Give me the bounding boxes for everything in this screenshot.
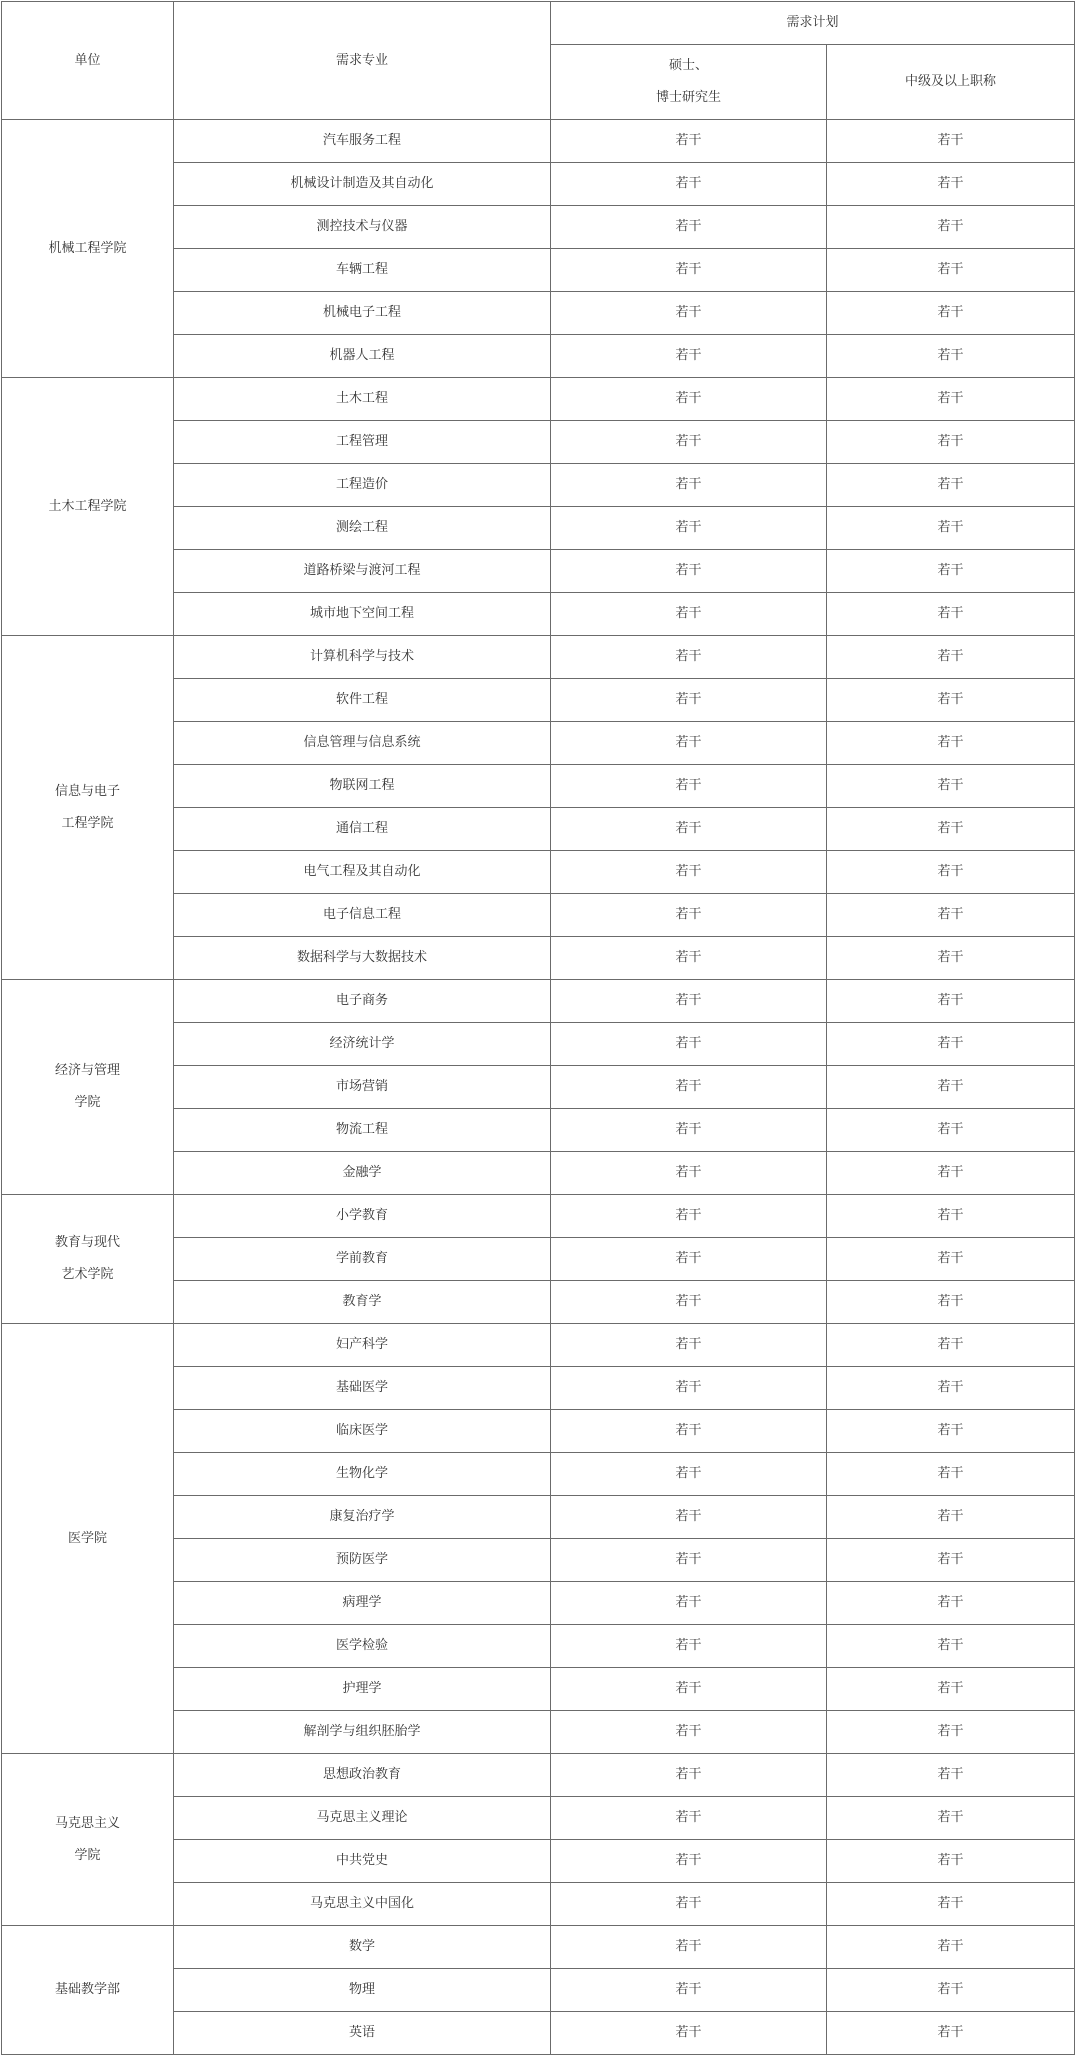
masters-phd-cell: 若干: [551, 722, 827, 765]
masters-phd-cell: 若干: [551, 593, 827, 636]
major-cell: 软件工程: [174, 679, 551, 722]
masters-phd-cell: 若干: [551, 378, 827, 421]
major-cell: 计算机科学与技术: [174, 636, 551, 679]
mid-title-cell: 若干: [827, 636, 1075, 679]
masters-phd-cell: 若干: [551, 851, 827, 894]
table-body: [2, 120, 1075, 2055]
mid-title-cell: 若干: [827, 464, 1075, 507]
major-cell: 电气工程及其自动化: [174, 851, 551, 894]
major-cell: 教育学: [174, 1281, 551, 1324]
masters-phd-cell: 若干: [551, 1496, 827, 1539]
unit-cell: 经济与管理 学院: [2, 980, 174, 1195]
masters-phd-cell: 若干: [551, 292, 827, 335]
masters-phd-cell: 若干: [551, 1238, 827, 1281]
mid-title-cell: 若干: [827, 679, 1075, 722]
mid-title-cell: 若干: [827, 722, 1075, 765]
mid-title-cell: 若干: [827, 1410, 1075, 1453]
major-cell: 工程造价: [174, 464, 551, 507]
major-cell: 汽车服务工程: [174, 120, 551, 163]
major-cell: 道路桥梁与渡河工程: [174, 550, 551, 593]
unit-cell: 医学院: [2, 1324, 174, 1754]
mid-title-cell: 若干: [827, 1109, 1075, 1152]
masters-phd-cell: 若干: [551, 206, 827, 249]
masters-phd-cell: 若干: [551, 765, 827, 808]
mid-title-cell: 若干: [827, 249, 1075, 292]
mid-title-cell: 若干: [827, 1582, 1075, 1625]
header-unit: 单位: [2, 2, 174, 120]
mid-title-cell: 若干: [827, 1668, 1075, 1711]
masters-phd-cell: 若干: [551, 1883, 827, 1926]
masters-phd-cell: 若干: [551, 1195, 827, 1238]
major-cell: 预防医学: [174, 1539, 551, 1582]
masters-phd-cell: 若干: [551, 1754, 827, 1797]
masters-phd-cell: 若干: [551, 163, 827, 206]
mid-title-cell: 若干: [827, 593, 1075, 636]
masters-phd-cell: 若干: [551, 980, 827, 1023]
mid-title-cell: 若干: [827, 851, 1075, 894]
major-cell: 临床医学: [174, 1410, 551, 1453]
masters-phd-cell: 若干: [551, 1582, 827, 1625]
mid-title-cell: 若干: [827, 1367, 1075, 1410]
major-cell: 物理: [174, 1969, 551, 2012]
masters-phd-cell: 若干: [551, 1324, 827, 1367]
unit-cell: 机械工程学院: [2, 120, 174, 378]
mid-title-cell: 若干: [827, 1883, 1075, 1926]
masters-phd-cell: 若干: [551, 1109, 827, 1152]
masters-phd-cell: 若干: [551, 1410, 827, 1453]
masters-phd-cell: 若干: [551, 1281, 827, 1324]
masters-phd-cell: 若干: [551, 808, 827, 851]
table-row: [2, 1324, 1075, 1367]
masters-phd-cell: 若干: [551, 2012, 827, 2055]
masters-phd-cell: 若干: [551, 1926, 827, 1969]
masters-phd-cell: 若干: [551, 464, 827, 507]
table-row: [2, 1926, 1075, 1969]
mid-title-cell: 若干: [827, 335, 1075, 378]
mid-title-cell: 若干: [827, 1496, 1075, 1539]
header-plan: 需求计划: [551, 2, 1075, 45]
unit-cell: 信息与电子 工程学院: [2, 636, 174, 980]
major-cell: 英语: [174, 2012, 551, 2055]
mid-title-cell: 若干: [827, 163, 1075, 206]
masters-phd-cell: 若干: [551, 1797, 827, 1840]
mid-title-cell: 若干: [827, 1539, 1075, 1582]
major-cell: 病理学: [174, 1582, 551, 1625]
header-masters-phd: 硕士、 博士研究生: [551, 45, 827, 120]
masters-phd-cell: 若干: [551, 1453, 827, 1496]
major-cell: 物联网工程: [174, 765, 551, 808]
mid-title-cell: 若干: [827, 1926, 1075, 1969]
mid-title-cell: 若干: [827, 1754, 1075, 1797]
mid-title-cell: 若干: [827, 894, 1075, 937]
masters-phd-cell: 若干: [551, 1969, 827, 2012]
masters-phd-cell: 若干: [551, 335, 827, 378]
masters-phd-cell: 若干: [551, 1668, 827, 1711]
table-row: [2, 636, 1075, 679]
masters-phd-cell: 若干: [551, 1066, 827, 1109]
major-cell: 机器人工程: [174, 335, 551, 378]
masters-phd-cell: 若干: [551, 894, 827, 937]
mid-title-cell: 若干: [827, 1625, 1075, 1668]
mid-title-cell: 若干: [827, 378, 1075, 421]
mid-title-cell: 若干: [827, 980, 1075, 1023]
major-cell: 基础医学: [174, 1367, 551, 1410]
major-cell: 电子信息工程: [174, 894, 551, 937]
major-cell: 医学检验: [174, 1625, 551, 1668]
mid-title-cell: 若干: [827, 1023, 1075, 1066]
table-row: [2, 378, 1075, 421]
major-cell: 物流工程: [174, 1109, 551, 1152]
masters-phd-cell: 若干: [551, 1023, 827, 1066]
major-cell: 康复治疗学: [174, 1496, 551, 1539]
major-cell: 信息管理与信息系统: [174, 722, 551, 765]
masters-phd-cell: 若干: [551, 679, 827, 722]
mid-title-cell: 若干: [827, 1195, 1075, 1238]
header-mid-title: 中级及以上职称: [827, 45, 1075, 120]
header-major: 需求专业: [174, 2, 551, 120]
masters-phd-cell: 若干: [551, 1367, 827, 1410]
table-row: [2, 1754, 1075, 1797]
unit-cell: 基础教学部: [2, 1926, 174, 2055]
major-cell: 思想政治教育: [174, 1754, 551, 1797]
table-row: [2, 980, 1075, 1023]
masters-phd-cell: 若干: [551, 937, 827, 980]
mid-title-cell: 若干: [827, 808, 1075, 851]
masters-phd-cell: 若干: [551, 249, 827, 292]
masters-phd-cell: 若干: [551, 1539, 827, 1582]
masters-phd-cell: 若干: [551, 507, 827, 550]
masters-phd-cell: 若干: [551, 1152, 827, 1195]
major-cell: 市场营销: [174, 1066, 551, 1109]
masters-phd-cell: 若干: [551, 120, 827, 163]
mid-title-cell: 若干: [827, 765, 1075, 808]
mid-title-cell: 若干: [827, 1969, 1075, 2012]
mid-title-cell: 若干: [827, 1066, 1075, 1109]
unit-cell: 教育与现代 艺术学院: [2, 1195, 174, 1324]
major-cell: 护理学: [174, 1668, 551, 1711]
mid-title-cell: 若干: [827, 507, 1075, 550]
mid-title-cell: 若干: [827, 421, 1075, 464]
major-cell: 机械电子工程: [174, 292, 551, 335]
major-cell: 通信工程: [174, 808, 551, 851]
masters-phd-cell: 若干: [551, 1840, 827, 1883]
major-cell: 电子商务: [174, 980, 551, 1023]
masters-phd-cell: 若干: [551, 421, 827, 464]
major-cell: 测绘工程: [174, 507, 551, 550]
mid-title-cell: 若干: [827, 292, 1075, 335]
unit-cell: 马克思主义 学院: [2, 1754, 174, 1926]
major-cell: 测控技术与仪器: [174, 206, 551, 249]
mid-title-cell: 若干: [827, 1453, 1075, 1496]
header-row-top: [2, 2, 1075, 45]
major-cell: 数据科学与大数据技术: [174, 937, 551, 980]
major-cell: 车辆工程: [174, 249, 551, 292]
recruitment-plan-table: [1, 1, 1075, 2055]
mid-title-cell: 若干: [827, 937, 1075, 980]
mid-title-cell: 若干: [827, 550, 1075, 593]
table-row: [2, 1195, 1075, 1238]
unit-cell: 土木工程学院: [2, 378, 174, 636]
major-cell: 生物化学: [174, 1453, 551, 1496]
table-row: [2, 120, 1075, 163]
major-cell: 马克思主义理论: [174, 1797, 551, 1840]
major-cell: 经济统计学: [174, 1023, 551, 1066]
mid-title-cell: 若干: [827, 1711, 1075, 1754]
major-cell: 数学: [174, 1926, 551, 1969]
major-cell: 解剖学与组织胚胎学: [174, 1711, 551, 1754]
masters-phd-cell: 若干: [551, 1711, 827, 1754]
major-cell: 城市地下空间工程: [174, 593, 551, 636]
major-cell: 妇产科学: [174, 1324, 551, 1367]
masters-phd-cell: 若干: [551, 636, 827, 679]
major-cell: 学前教育: [174, 1238, 551, 1281]
mid-title-cell: 若干: [827, 1324, 1075, 1367]
major-cell: 中共党史: [174, 1840, 551, 1883]
major-cell: 马克思主义中国化: [174, 1883, 551, 1926]
major-cell: 土木工程: [174, 378, 551, 421]
mid-title-cell: 若干: [827, 120, 1075, 163]
mid-title-cell: 若干: [827, 2012, 1075, 2055]
mid-title-cell: 若干: [827, 206, 1075, 249]
masters-phd-cell: 若干: [551, 550, 827, 593]
mid-title-cell: 若干: [827, 1797, 1075, 1840]
major-cell: 工程管理: [174, 421, 551, 464]
major-cell: 机械设计制造及其自动化: [174, 163, 551, 206]
mid-title-cell: 若干: [827, 1281, 1075, 1324]
mid-title-cell: 若干: [827, 1840, 1075, 1883]
major-cell: 小学教育: [174, 1195, 551, 1238]
major-cell: 金融学: [174, 1152, 551, 1195]
mid-title-cell: 若干: [827, 1238, 1075, 1281]
masters-phd-cell: 若干: [551, 1625, 827, 1668]
mid-title-cell: 若干: [827, 1152, 1075, 1195]
